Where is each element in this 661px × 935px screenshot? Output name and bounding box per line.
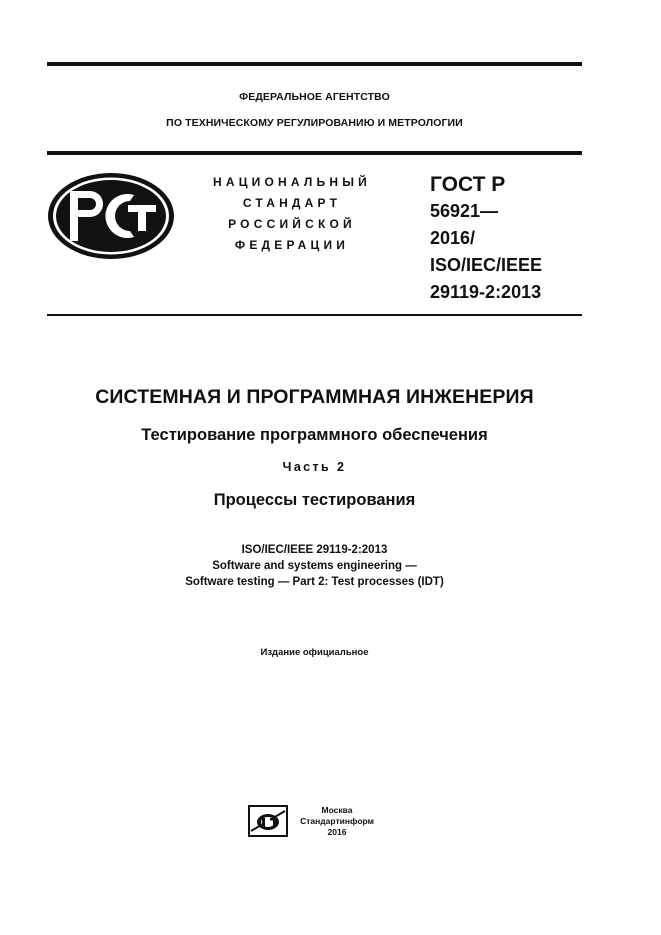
designation-rule <box>47 314 582 316</box>
edition-label: Издание официальное <box>260 647 369 658</box>
standard-designation <box>430 172 590 306</box>
standartinform-logo-icon <box>248 805 288 837</box>
designation-line: ГОСТ Р <box>430 173 506 196</box>
designation-line: 29119-2:2013 <box>430 282 542 302</box>
publisher-city: Москва <box>321 805 353 815</box>
international-standard-reference <box>0 542 629 590</box>
agency-name-line-2: ПО ТЕХНИЧЕСКОМУ РЕГУЛИРОВАНИЮ И МЕТРОЛОГИИ <box>166 117 463 129</box>
international-line: Software and systems engineering — <box>212 560 417 572</box>
publisher-name: Стандартинформ <box>300 816 374 826</box>
document-part-title: Процессы тестирования <box>213 491 416 509</box>
gost-r-mark-icon <box>46 171 176 261</box>
publisher-imprint <box>292 805 382 838</box>
designation-line: 2016/ <box>430 228 476 248</box>
document-part-number: Часть 2 <box>282 460 347 474</box>
national-standard-line: НАЦИОНАЛЬНЫЙ <box>212 175 372 189</box>
header-rule <box>47 151 582 155</box>
document-title: СИСТЕМНАЯ И ПРОГРАММНАЯ ИНЖЕНЕРИЯ <box>95 386 534 408</box>
national-standard-line: ФЕДЕРАЦИИ <box>234 238 350 252</box>
international-line: Software testing — Part 2: Test processes (IDT) <box>185 576 444 588</box>
document-subtitle: Тестирование программного обеспечения <box>141 426 488 444</box>
designation-line: ISO/IEC/IEEE <box>430 255 543 275</box>
publisher-year: 2016 <box>327 827 347 837</box>
international-line: ISO/IEC/IEEE 29119-2:2013 <box>241 544 388 556</box>
national-standard-line: РОССИЙСКОЙ <box>228 217 356 231</box>
national-standard-line: СТАНДАРТ <box>242 196 342 210</box>
agency-name-line-1: ФЕДЕРАЛЬНОЕ АГЕНТСТВО <box>239 91 390 103</box>
designation-line: 56921— <box>430 201 499 221</box>
national-standard-label <box>192 172 392 256</box>
top-rule <box>47 62 582 66</box>
